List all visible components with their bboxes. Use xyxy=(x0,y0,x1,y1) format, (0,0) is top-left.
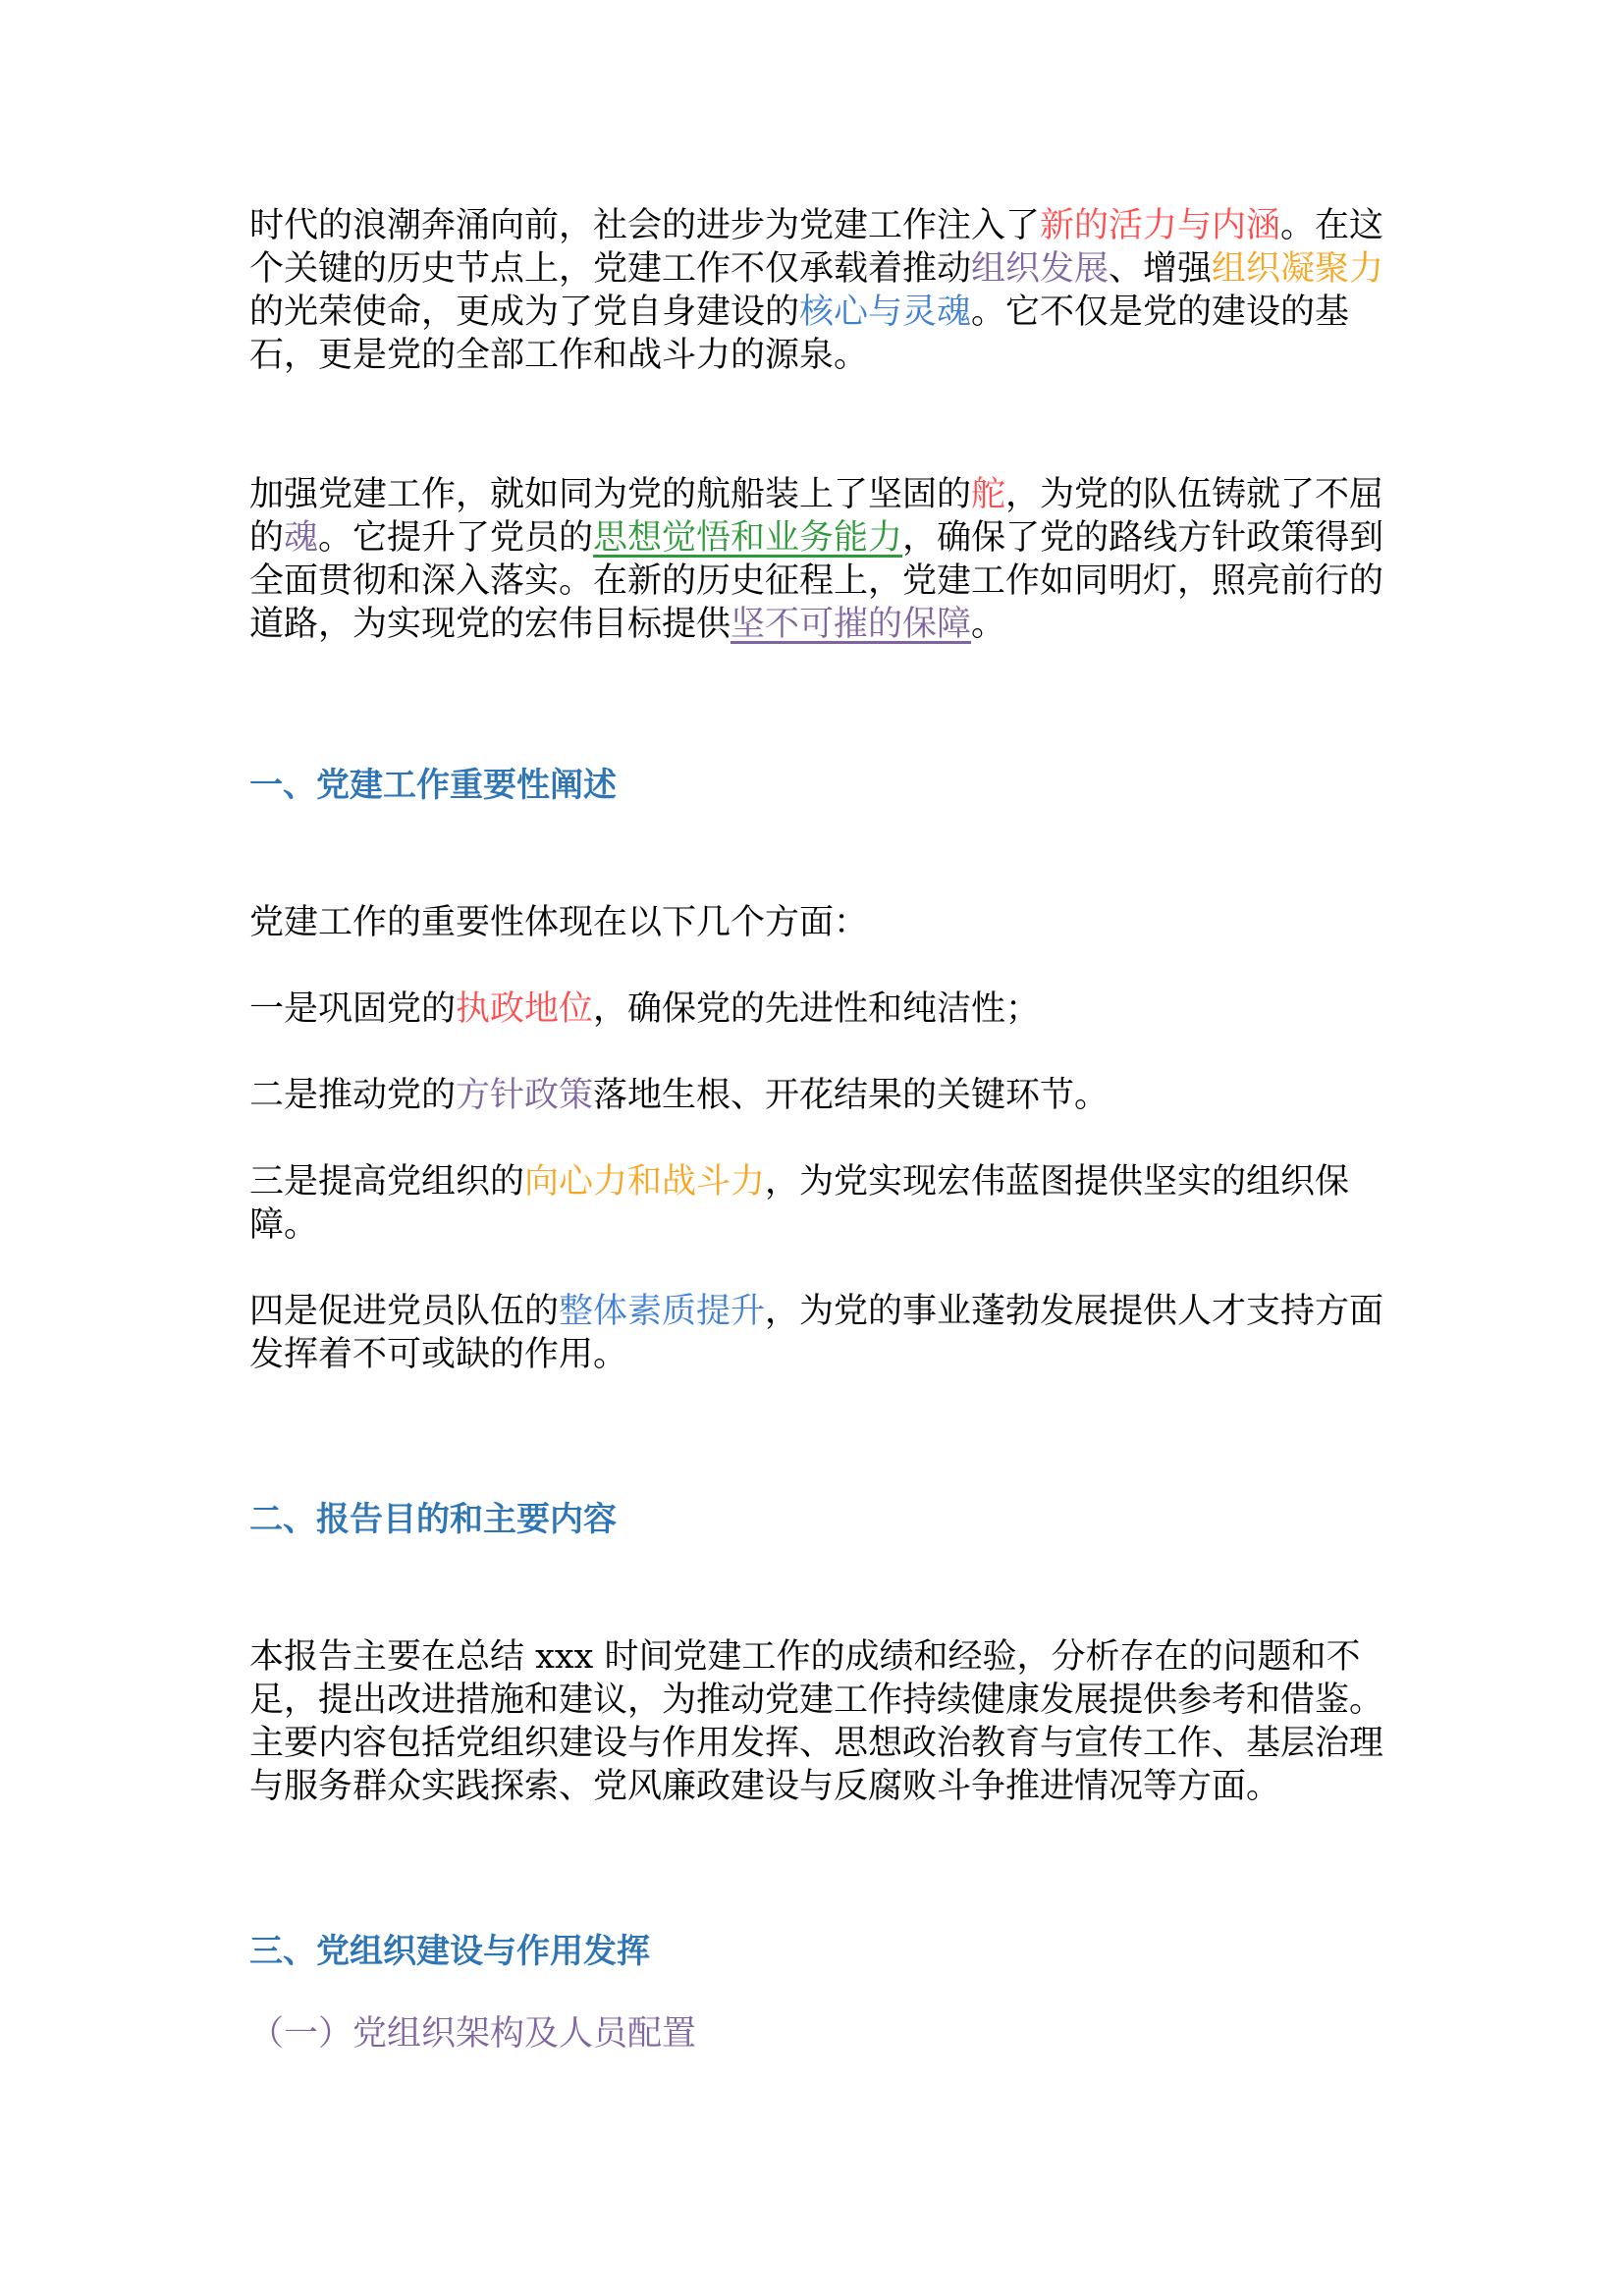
highlight-org-development: 组织发展 xyxy=(971,249,1110,289)
text: 的光荣使命，更成为了党自身建设的 xyxy=(249,293,800,332)
importance-item xyxy=(249,1074,1388,1117)
link-guarantee[interactable]: 坚不可摧的保障 xyxy=(731,605,972,644)
highlight-rudder: 舵 xyxy=(971,475,1006,514)
importance-intro: 党建工作的重要性体现在以下几个方面： xyxy=(249,903,869,942)
text: ，确保党的先进性和纯洁性； xyxy=(593,989,1041,1029)
section-heading-2: 二、报告目的和主要内容 xyxy=(249,1500,617,1539)
text: 。在这个关键的历史节点上，党建工作不仅承载着推动 xyxy=(249,206,1384,289)
importance-item xyxy=(249,988,1388,1031)
importance-item xyxy=(249,1290,1388,1376)
text: 加强党建工作，就如同为党的航船装上了坚固的 xyxy=(249,475,972,514)
highlight-org-cohesion: 组织凝聚力 xyxy=(1212,249,1384,289)
subheading: （一）党组织架构及人员配置 xyxy=(249,2014,697,2054)
highlight-ruling-position: 执政地位 xyxy=(456,989,594,1029)
text: 、增强 xyxy=(1109,249,1213,289)
highlight-new-vitality: 新的活力与内涵 xyxy=(1040,206,1281,245)
highlight-soul: 魂 xyxy=(284,518,319,558)
section-heading-3: 三、党组织建设与作用发挥 xyxy=(249,1932,650,1971)
text: ，为党的队伍铸就了不屈的 xyxy=(249,475,1384,558)
text: 一是巩固党的 xyxy=(249,989,457,1029)
text: 。 xyxy=(971,605,1006,644)
text: ，为党的事业蓬勃发展提供人才支持方面发挥着不可或缺的作用。 xyxy=(249,1292,1384,1374)
document-page xyxy=(249,204,1388,2056)
text: 二是推动党的 xyxy=(249,1076,457,1115)
text: ，确保了党的路线方针政策得到全面贯彻和深入落实。在新的历史征程上，党建工作如同明灯，照亮前行的道路，为实现党的宏伟目标提供 xyxy=(249,518,1384,644)
text: 三是提高党组织的 xyxy=(249,1162,525,1201)
highlight-cohesion-combat: 向心力和战斗力 xyxy=(524,1162,766,1201)
intro-paragraph-1 xyxy=(249,204,1388,377)
link-ideology-ability[interactable]: 思想觉悟和业务能力 xyxy=(593,518,903,558)
highlight-core-soul: 核心与灵魂 xyxy=(799,293,972,332)
text: 时代的浪潮奔涌向前，社会的进步为党建工作注入了 xyxy=(249,206,1041,245)
text: 。它不仅是党的建设的基石，更是党的全部工作和战斗力的源泉。 xyxy=(249,293,1350,375)
text: 四是促进党员队伍的 xyxy=(249,1292,560,1331)
highlight-policies: 方针政策 xyxy=(456,1076,594,1115)
section-heading-1: 一、党建工作重要性阐述 xyxy=(249,766,617,805)
text: 落地生根、开花结果的关键环节。 xyxy=(593,1076,1110,1115)
highlight-quality-improvement: 整体素质提升 xyxy=(559,1292,766,1331)
text: 。它提升了党员的 xyxy=(318,518,594,558)
importance-item xyxy=(249,1160,1388,1247)
intro-paragraph-2 xyxy=(249,473,1388,646)
report-paragraph: 本报告主要在总结 xxx 时间党建工作的成绩和经验，分析存在的问题和不足，提出改进措施和建议，为推动党建工作持续健康发展提供参考和借鉴。主要内容包括党组织建设与作用发挥、思想政治教育与宣传工作、基层治理与服务群众实践探索、党风廉政建设与反腐败斗争推进情况等方面。 xyxy=(249,1637,1384,1806)
text: ，为党实现宏伟蓝图提供坚实的组织保障。 xyxy=(249,1162,1350,1245)
